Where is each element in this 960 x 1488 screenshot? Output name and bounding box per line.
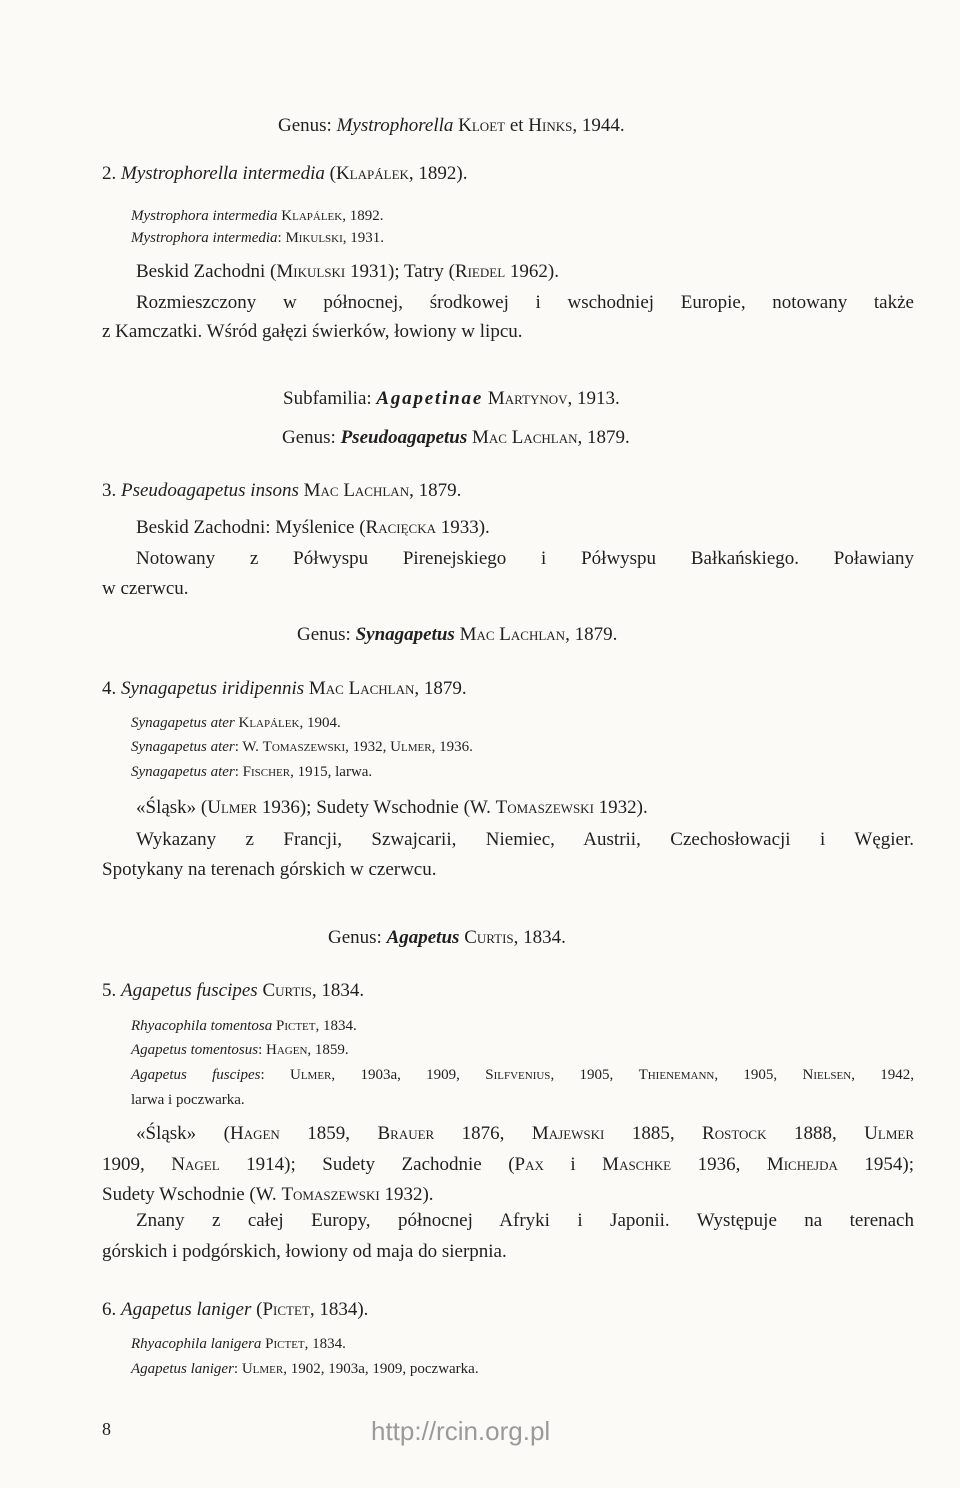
synonym-line: Mystrophora intermedia: Mikulski, 1931. (131, 230, 385, 246)
species-entry-4: 4. Synagapetus iridipennis Mac Lachlan, 1879. (102, 678, 467, 699)
distribution-text: Beskid Zachodni (Mikulski 1931); Tatry (Riedel 1962). (136, 261, 559, 282)
genus-heading-pseudoagapetus: Genus: Pseudoagapetus Mac Lachlan, 1879. (282, 427, 630, 448)
species-entry-3: 3. Pseudoagapetus insons Mac Lachlan, 1879. (102, 480, 462, 501)
synonym-line: Synagapetus ater: Fischer, 1915, larwa. (131, 764, 373, 780)
synonym-line: Rhyacophila lanigera Pictet, 1834. (131, 1336, 346, 1352)
description-text: Spotykany na terenach górskich w czerwcu. (102, 859, 437, 880)
synonym-line: Agapetus tomentosus: Hagen, 1859. (131, 1042, 349, 1058)
distribution-text: «Śląsk» (Ulmer 1936); Sudety Wschodnie (W. Tomaszewski 1932). (136, 797, 648, 818)
subfamily-heading: Subfamilia: Agapetinae Martynov, 1913. (283, 388, 620, 409)
description-text: Znany z całej Europy, północnej Afryki i Japonii. Występuje na terenach (136, 1210, 914, 1231)
watermark-url: http://rcin.org.pl (371, 1416, 551, 1446)
distribution-text: Beskid Zachodni: Myślenice (Racięcka 1933). (136, 517, 490, 538)
species-entry-5: 5. Agapetus fuscipes Curtis, 1834. (102, 980, 365, 1001)
genus-heading-mystrophorella: Genus: Mystrophorella Kloet et Hinks, 1944. (278, 115, 625, 136)
distribution-text: «Śląsk» (Hagen 1859, Brauer 1876, Majewski 1885, Rostock 1888, Ulmer (136, 1123, 915, 1144)
distribution-text: 1909, Nagel 1914); Sudety Zachodnie (Pax i Maschke 1936, Michejda 1954); (102, 1154, 914, 1175)
description-text: Notowany z Półwyspu Pirenejskiego i Półwyspu Bałkańskiego. Poławiany (136, 548, 914, 569)
species-entry-2: 2. Mystrophorella intermedia (Klapálek, 1892). (102, 163, 468, 184)
synonym-line: Mystrophora intermedia Klapálek, 1892. (131, 208, 384, 224)
genus-heading-agapetus: Genus: Agapetus Curtis, 1834. (328, 927, 566, 948)
distribution-text: Sudety Wschodnie (W. Tomaszewski 1932). (102, 1184, 434, 1205)
species-entry-6: 6. Agapetus laniger (Pictet, 1834). (102, 1299, 369, 1320)
genus-heading-synagapetus: Genus: Synagapetus Mac Lachlan, 1879. (297, 624, 618, 645)
synonym-line: Agapetus laniger: Ulmer, 1902, 1903a, 1909, poczwarka. (131, 1361, 479, 1377)
page-number: 8 (102, 1419, 111, 1439)
synonym-line: Rhyacophila tomentosa Pictet, 1834. (131, 1018, 357, 1034)
synonym-line: Agapetus fuscipes: Ulmer, 1903a, 1909, Silfvenius, 1905, Thienemann, 1905, Nielsen, 1942, (131, 1067, 915, 1083)
description-text: Wykazany z Francji, Szwajcarii, Niemiec, Austrii, Czechosłowacji i Węgier. (136, 829, 914, 850)
description-text: górskich i podgórskich, łowiony od maja do sierpnia. (102, 1241, 507, 1262)
synonym-line: Synagapetus ater: W. Tomaszewski, 1932, Ulmer, 1936. (131, 739, 473, 755)
description-text: w czerwcu. (102, 578, 189, 599)
synonym-line: larwa i poczwarka. (131, 1092, 245, 1108)
description-text: Rozmieszczony w północnej, środkowej i wschodniej Europie, notowany także (136, 292, 914, 313)
synonym-line: Synagapetus ater Klapálek, 1904. (131, 715, 341, 731)
description-text: z Kamczatki. Wśród gałęzi świerków, łowiony w lipcu. (102, 321, 523, 342)
